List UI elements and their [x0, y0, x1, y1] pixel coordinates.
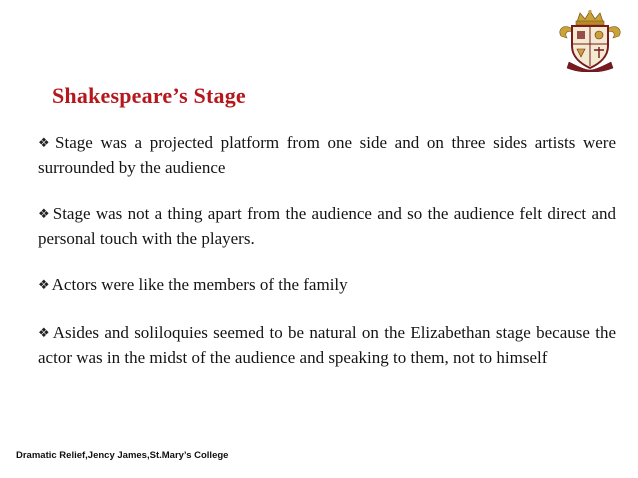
bullet-item [38, 131, 616, 179]
diamond-bullet-icon: ❖ [38, 326, 51, 341]
bullet-list [38, 131, 616, 392]
bullet-item [38, 321, 616, 369]
slide-title: Shakespeare’s Stage [52, 83, 246, 108]
bullet-text: Stage was a projected platform from one side and on three sides artists were surrounded by the audience [38, 133, 616, 177]
bullet-item [38, 273, 616, 298]
college-crest-icon [555, 8, 625, 72]
diamond-bullet-icon: ❖ [38, 278, 50, 293]
slide-footer: Dramatic Relief,Jency James,St.Mary’s College [16, 450, 229, 461]
crest-crown-band [576, 21, 604, 25]
bullet-text: Stage was not a thing apart from the audience and so the audience felt direct and personal touch with the players. [38, 204, 616, 248]
diamond-bullet-icon: ❖ [38, 136, 54, 151]
bullet-text: Asides and soliloquies seemed to be natural on the Elizabethan stage because the actor was in the midst of the audience and speaking to them, not to himself [38, 323, 617, 367]
bullet-text: Actors were like the members of the family [51, 275, 348, 294]
bullet-item [38, 202, 616, 250]
diamond-bullet-icon: ❖ [38, 207, 51, 222]
